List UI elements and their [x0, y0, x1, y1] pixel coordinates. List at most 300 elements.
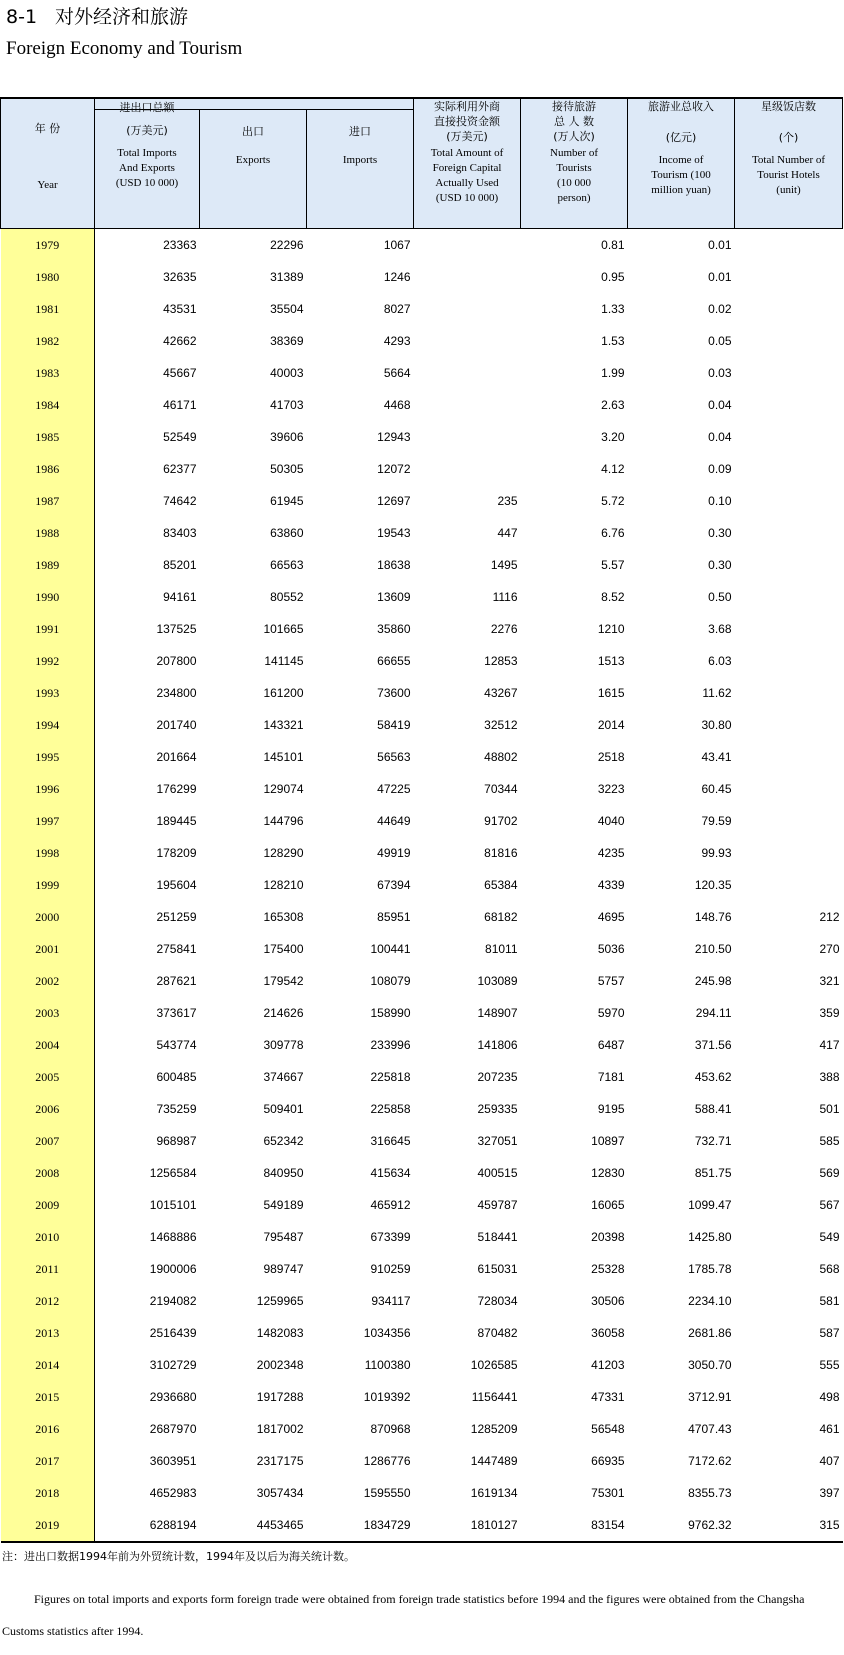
cell-fdi: 32512 — [484, 718, 518, 732]
cell-total: 1256584 — [149, 1166, 197, 1180]
cell-year: 2001 — [1, 933, 95, 965]
cell-year: 1979 — [1, 229, 95, 262]
cell-exports: 141145 — [264, 654, 304, 668]
cell-tourists: 30506 — [591, 1294, 625, 1308]
cell-hotels — [735, 421, 843, 453]
table-row — [1, 1253, 843, 1285]
cell-exports: 144796 — [263, 814, 304, 828]
cell-fdi: 1285209 — [470, 1422, 518, 1436]
cell-year: 2000 — [1, 901, 95, 933]
cell-tourists: 2.63 — [601, 398, 625, 412]
cell-total: 62377 — [163, 462, 197, 476]
cell-year: 1996 — [1, 773, 95, 805]
cell-fdi: 235 — [497, 494, 518, 508]
table-row — [1, 741, 843, 773]
header-tourists: 接待旅游 总 人 数 (万人次) Number of Tourists (10 000 person) — [521, 98, 628, 229]
table-row — [1, 1125, 843, 1157]
table-row — [1, 1189, 843, 1221]
cell-tourists: 0.81 — [601, 238, 625, 252]
cell-total: 32635 — [163, 270, 197, 284]
cell-total: 1900006 — [149, 1262, 197, 1276]
table-row — [1, 1221, 843, 1253]
cell-total: 735259 — [156, 1102, 197, 1116]
cell-year: 1990 — [1, 581, 95, 613]
cell-imports: 934117 — [371, 1294, 411, 1308]
cell-total: 52549 — [163, 430, 197, 444]
cell-hotels: 587 — [819, 1326, 840, 1340]
table-row — [1, 453, 843, 485]
cell-hotels: 407 — [819, 1454, 840, 1468]
header-imports: 进口 Imports — [307, 110, 414, 229]
cell-exports: 309778 — [263, 1038, 304, 1052]
cell-total: 207800 — [156, 654, 197, 668]
cell-tourists: 10897 — [591, 1134, 625, 1148]
table-row — [1, 1093, 843, 1125]
cell-tourists: 16065 — [591, 1198, 625, 1212]
cell-tourists: 83154 — [521, 1509, 628, 1542]
cell-total: 94161 — [163, 590, 197, 604]
cell-exports: 61945 — [270, 494, 304, 508]
cell-income: 0.02 — [708, 302, 732, 316]
cell-hotels — [735, 517, 843, 549]
cell-total: 251259 — [156, 910, 197, 924]
cell-exports: 374667 — [263, 1070, 304, 1084]
cell-fdi: 65384 — [484, 878, 518, 892]
cell-imports: 1034356 — [363, 1326, 411, 1340]
cell-tourists: 1.53 — [601, 334, 625, 348]
cell-exports: 39606 — [270, 430, 304, 444]
cell-tourists: 6.76 — [601, 526, 625, 540]
cell-income: 294.11 — [695, 1006, 732, 1020]
cell-income: 1785.78 — [688, 1262, 732, 1276]
cell-year: 1987 — [1, 485, 95, 517]
header-fdi: 实际利用外商 直接投资金额 (万美元) Total Amount of Foreign Capital Actually Used (USD 10 000) — [414, 98, 521, 229]
cell-year: 2016 — [1, 1413, 95, 1445]
cell-total: 275841 — [156, 942, 197, 956]
cell-total: 1015101 — [149, 1198, 197, 1212]
cell-year: 2017 — [1, 1445, 95, 1477]
cell-exports: 509401 — [263, 1102, 304, 1116]
cell-year: 1993 — [1, 677, 95, 709]
cell-tourists: 5757 — [597, 974, 625, 988]
cell-fdi: 1619134 — [470, 1486, 518, 1500]
cell-income: 371.56 — [694, 1038, 732, 1052]
table-row — [1, 645, 843, 677]
table-row — [1, 293, 843, 325]
cell-exports: 1482083 — [256, 1326, 304, 1340]
cell-imports: 58419 — [377, 718, 411, 732]
cell-total: 543774 — [156, 1038, 197, 1052]
cell-tourists: 9195 — [597, 1102, 625, 1116]
cell-total: 23363 — [163, 238, 197, 252]
cell-exports: 38369 — [270, 334, 304, 348]
cell-tourists: 41203 — [591, 1358, 625, 1372]
cell-income: 732.71 — [694, 1134, 732, 1148]
cell-tourists: 3223 — [597, 782, 625, 796]
cell-year: 2019 — [1, 1509, 95, 1542]
cell-fdi: 207235 — [477, 1070, 518, 1084]
cell-hotels — [735, 613, 843, 645]
table-row — [1, 549, 843, 581]
cell-total: 42662 — [163, 334, 197, 348]
table-number: 8-1 — [6, 6, 38, 28]
cell-year: 1986 — [1, 453, 95, 485]
cell-fdi: 518441 — [477, 1230, 518, 1244]
cell-year: 1999 — [1, 869, 95, 901]
cell-exports: 63860 — [270, 526, 304, 540]
footnote-en: Figures on total imports and exports form foreign trade were obtained from foreign trade statistics before 1994 and the figures were obtained from the Changsha Customs statistics after 1994. — [2, 1592, 805, 1638]
cell-exports: 129074 — [263, 782, 304, 796]
cell-fdi: 12853 — [484, 654, 518, 668]
table-row — [1, 1061, 843, 1093]
cell-year: 2008 — [1, 1157, 95, 1189]
cell-fdi: 1156441 — [471, 1390, 518, 1404]
cell-exports: 1259965 — [256, 1294, 304, 1308]
cell-year: 1983 — [1, 357, 95, 389]
table-row — [1, 709, 843, 741]
cell-fdi: 43267 — [484, 686, 518, 700]
cell-hotels — [735, 645, 843, 677]
table-row — [1, 1349, 843, 1381]
cell-fdi: 81816 — [484, 846, 518, 860]
cell-imports: 73600 — [377, 686, 411, 700]
cell-fdi — [414, 229, 521, 262]
cell-year: 2006 — [1, 1093, 95, 1125]
cell-exports: 22296 — [270, 238, 304, 252]
cell-imports: 465912 — [370, 1198, 411, 1212]
cell-income: 99.93 — [701, 846, 732, 860]
cell-income: 0.10 — [708, 494, 732, 508]
cell-imports: 158990 — [370, 1006, 411, 1020]
table-title-en: Foreign Economy and Tourism — [6, 38, 243, 59]
cell-year: 1992 — [1, 645, 95, 677]
cell-hotels — [735, 261, 843, 293]
cell-total: 178209 — [156, 846, 197, 860]
cell-income: 30.80 — [701, 718, 732, 732]
cell-tourists: 5970 — [597, 1006, 625, 1020]
cell-hotels: 315 — [735, 1509, 843, 1542]
cell-total: 4652983 — [149, 1486, 197, 1500]
cell-year: 1980 — [1, 261, 95, 293]
cell-fdi: 91702 — [484, 814, 518, 828]
cell-tourists: 5036 — [597, 942, 625, 956]
cell-income: 2234.10 — [688, 1294, 732, 1308]
cell-income: 0.30 — [708, 558, 732, 572]
cell-total: 176299 — [156, 782, 197, 796]
cell-hotels — [735, 709, 843, 741]
cell-total: 2194082 — [149, 1294, 197, 1308]
cell-exports: 2317175 — [256, 1454, 304, 1468]
cell-year: 2018 — [1, 1477, 95, 1509]
cell-tourists: 1.33 — [601, 302, 625, 316]
cell-income: 0.05 — [708, 334, 732, 348]
cell-total: 189445 — [156, 814, 197, 828]
cell-tourists: 1615 — [597, 686, 625, 700]
cell-fdi: 48802 — [484, 750, 518, 764]
cell-exports: 4453465 — [200, 1509, 307, 1542]
cell-fdi: 459787 — [477, 1198, 518, 1212]
cell-imports: 870968 — [370, 1422, 411, 1436]
cell-year: 2002 — [1, 965, 95, 997]
cell-year: 1988 — [1, 517, 95, 549]
cell-tourists: 75301 — [591, 1486, 625, 1500]
cell-hotels — [735, 485, 843, 517]
cell-fdi: 81011 — [485, 942, 518, 956]
cell-hotels: 585 — [819, 1134, 840, 1148]
cell-total: 968987 — [156, 1134, 197, 1148]
cell-total: 287621 — [156, 974, 197, 988]
cell-income: 245.98 — [694, 974, 732, 988]
table-row — [1, 773, 843, 805]
cell-hotels: 581 — [819, 1294, 840, 1308]
cell-exports: 80552 — [270, 590, 304, 604]
cell-fdi: 1810127 — [414, 1509, 521, 1542]
table-row — [1, 933, 843, 965]
cell-income: 3050.70 — [688, 1358, 732, 1372]
cell-imports: 316645 — [370, 1134, 411, 1148]
cell-year: 1984 — [1, 389, 95, 421]
cell-year: 2013 — [1, 1317, 95, 1349]
cell-hotels: 568 — [819, 1262, 840, 1276]
cell-income: 4707.43 — [688, 1422, 732, 1436]
cell-total: 373617 — [156, 1006, 197, 1020]
cell-imports: 12943 — [377, 430, 411, 444]
table-row — [1, 805, 843, 837]
table-row — [1, 1029, 843, 1061]
cell-income: 851.75 — [694, 1166, 732, 1180]
cell-total: 85201 — [163, 558, 197, 572]
cell-imports: 1834729 — [307, 1509, 414, 1542]
cell-fdi — [414, 453, 521, 485]
cell-income: 6.03 — [708, 654, 732, 668]
header-year: 年 份 Year — [1, 98, 95, 229]
cell-exports: 145101 — [263, 750, 304, 764]
cell-imports: 12072 — [377, 462, 411, 476]
cell-imports: 49919 — [377, 846, 411, 860]
cell-exports: 161200 — [263, 686, 304, 700]
cell-tourists: 66935 — [591, 1454, 625, 1468]
cell-income: 43.41 — [701, 750, 732, 764]
cell-imports: 47225 — [377, 782, 411, 796]
cell-income: 9762.32 — [628, 1509, 735, 1542]
cell-total: 45667 — [163, 366, 197, 380]
cell-tourists: 20398 — [591, 1230, 625, 1244]
cell-year: 1985 — [1, 421, 95, 453]
table-row — [1, 997, 843, 1029]
cell-year: 1989 — [1, 549, 95, 581]
header-exports: 出口 Exports — [200, 110, 307, 229]
cell-year: 1994 — [1, 709, 95, 741]
table-row — [1, 325, 843, 357]
table-row — [1, 869, 843, 901]
cell-year: 1997 — [1, 805, 95, 837]
cell-hotels — [735, 293, 843, 325]
cell-fdi: 148907 — [477, 1006, 518, 1020]
cell-imports: 67394 — [377, 878, 411, 892]
cell-hotels: 417 — [819, 1038, 840, 1052]
cell-year: 2004 — [1, 1029, 95, 1061]
cell-income: 0.03 — [708, 366, 732, 380]
cell-exports: 66563 — [270, 558, 304, 572]
cell-tourists: 5.72 — [601, 494, 625, 508]
table-row — [1, 965, 843, 997]
header-hotels: 星级饭店数 (个) Total Number of Tourist Hotels (unit) — [735, 98, 843, 229]
cell-hotels: 501 — [819, 1102, 840, 1116]
cell-imports: 12697 — [377, 494, 411, 508]
cell-imports: 673399 — [370, 1230, 411, 1244]
cell-imports: 35860 — [377, 622, 411, 636]
cell-imports: 8027 — [383, 302, 411, 316]
cell-hotels: 388 — [819, 1070, 840, 1084]
table-row — [1, 1317, 843, 1349]
header-total: 进出口总额 (万美元) Total Imports And Exports (USD 10 000) — [95, 110, 200, 229]
cell-exports: 214626 — [263, 1006, 304, 1020]
header-income: 旅游业总收入 (亿元) Income of Tourism (100 million yuan) — [628, 98, 735, 229]
cell-imports: 56563 — [377, 750, 411, 764]
cell-fdi: 615031 — [477, 1262, 518, 1276]
cell-tourists: 2014 — [597, 718, 625, 732]
cell-tourists: 1513 — [597, 654, 625, 668]
table-row — [1, 1509, 843, 1542]
cell-year: 2012 — [1, 1285, 95, 1317]
cell-year: 1998 — [1, 837, 95, 869]
cell-year: 1991 — [1, 613, 95, 645]
cell-income: 1099.47 — [688, 1198, 732, 1212]
cell-exports: 31389 — [270, 270, 304, 284]
cell-imports: 233996 — [370, 1038, 411, 1052]
cell-income: 2681.86 — [688, 1326, 732, 1340]
cell-total: 46171 — [163, 398, 197, 412]
table-header — [1, 98, 843, 229]
cell-hotels — [735, 229, 843, 262]
cell-total: 201664 — [156, 750, 197, 764]
cell-imports: 19543 — [377, 526, 411, 540]
cell-total: 3603951 — [149, 1454, 197, 1468]
cell-hotels: 461 — [819, 1422, 840, 1436]
cell-hotels: 397 — [819, 1486, 840, 1500]
cell-year: 2010 — [1, 1221, 95, 1253]
cell-income: 79.59 — [701, 814, 732, 828]
table-body — [1, 229, 843, 1543]
cell-income: 0.04 — [708, 398, 732, 412]
cell-tourists: 4695 — [597, 910, 625, 924]
table-row — [1, 677, 843, 709]
cell-tourists: 25328 — [591, 1262, 625, 1276]
cell-year: 1995 — [1, 741, 95, 773]
cell-income: 588.41 — [694, 1102, 732, 1116]
cell-exports: 2002348 — [256, 1358, 304, 1372]
cell-hotels: 321 — [819, 974, 840, 988]
cell-exports: 35504 — [270, 302, 304, 316]
cell-hotels — [735, 389, 843, 421]
cell-exports: 1917288 — [256, 1390, 304, 1404]
cell-income: 7172.62 — [688, 1454, 732, 1468]
cell-exports: 795487 — [263, 1230, 304, 1244]
cell-fdi — [414, 325, 521, 357]
cell-year: 2011 — [1, 1253, 95, 1285]
cell-hotels — [735, 453, 843, 485]
cell-fdi: 728034 — [477, 1294, 518, 1308]
cell-hotels: 359 — [819, 1006, 840, 1020]
cell-exports: 175400 — [263, 942, 304, 956]
cell-year: 2009 — [1, 1189, 95, 1221]
cell-imports: 1100380 — [364, 1358, 411, 1372]
cell-income: 120.35 — [694, 878, 732, 892]
cell-exports: 50305 — [270, 462, 304, 476]
cell-exports: 165308 — [263, 910, 304, 924]
cell-exports: 3057434 — [256, 1486, 304, 1500]
cell-hotels — [735, 325, 843, 357]
cell-exports: 40003 — [270, 366, 304, 380]
cell-fdi: 1495 — [490, 558, 518, 572]
cell-tourists: 6487 — [597, 1038, 625, 1052]
cell-income: 0.04 — [708, 430, 732, 444]
cell-income: 1425.80 — [688, 1230, 732, 1244]
cell-hotels — [735, 549, 843, 581]
cell-imports: 1286776 — [363, 1454, 411, 1468]
cell-year: 2003 — [1, 997, 95, 1029]
cell-tourists: 0.95 — [601, 270, 625, 284]
cell-income: 148.76 — [694, 910, 732, 924]
cell-imports: 108079 — [370, 974, 411, 988]
table-row — [1, 229, 843, 262]
cell-imports: 85951 — [377, 910, 411, 924]
cell-hotels — [735, 805, 843, 837]
cell-fdi: 141806 — [477, 1038, 518, 1052]
cell-income: 0.50 — [708, 590, 732, 604]
cell-income: 11.62 — [702, 686, 732, 700]
table-row — [1, 1381, 843, 1413]
cell-fdi: 68182 — [484, 910, 518, 924]
cell-imports: 18638 — [377, 558, 411, 572]
cell-income: 8355.73 — [688, 1486, 732, 1500]
cell-tourists: 1210 — [597, 622, 625, 636]
cell-tourists: 2518 — [597, 750, 625, 764]
cell-fdi: 1026585 — [470, 1358, 518, 1372]
cell-income: 0.30 — [708, 526, 732, 540]
cell-fdi — [414, 261, 521, 293]
cell-tourists: 12830 — [591, 1166, 625, 1180]
data-table — [0, 97, 843, 1543]
cell-total: 234800 — [156, 686, 197, 700]
cell-hotels — [735, 773, 843, 805]
cell-imports: 1246 — [383, 270, 411, 284]
cell-income: 0.01 — [708, 270, 732, 284]
cell-fdi: 1447489 — [470, 1454, 518, 1468]
table-row — [1, 1413, 843, 1445]
cell-income: 0.01 — [708, 238, 732, 252]
cell-tourists: 4235 — [597, 846, 625, 860]
cell-year: 2014 — [1, 1349, 95, 1381]
cell-imports: 415634 — [370, 1166, 411, 1180]
table-row — [1, 837, 843, 869]
cell-income: 3712.91 — [688, 1390, 732, 1404]
cell-total: 2936680 — [149, 1390, 197, 1404]
cell-hotels — [735, 357, 843, 389]
cell-imports: 4468 — [383, 398, 411, 412]
cell-exports: 128290 — [263, 846, 304, 860]
cell-total: 137525 — [156, 622, 197, 636]
table-row — [1, 485, 843, 517]
table-title-zh: 对外经济和旅游 — [55, 6, 189, 28]
cell-hotels — [735, 869, 843, 901]
table-number-title — [6, 6, 188, 28]
cell-exports: 1817002 — [256, 1422, 304, 1436]
cell-imports: 5664 — [383, 366, 411, 380]
cell-hotels — [735, 741, 843, 773]
table-row — [1, 261, 843, 293]
cell-tourists: 4.12 — [601, 462, 625, 476]
